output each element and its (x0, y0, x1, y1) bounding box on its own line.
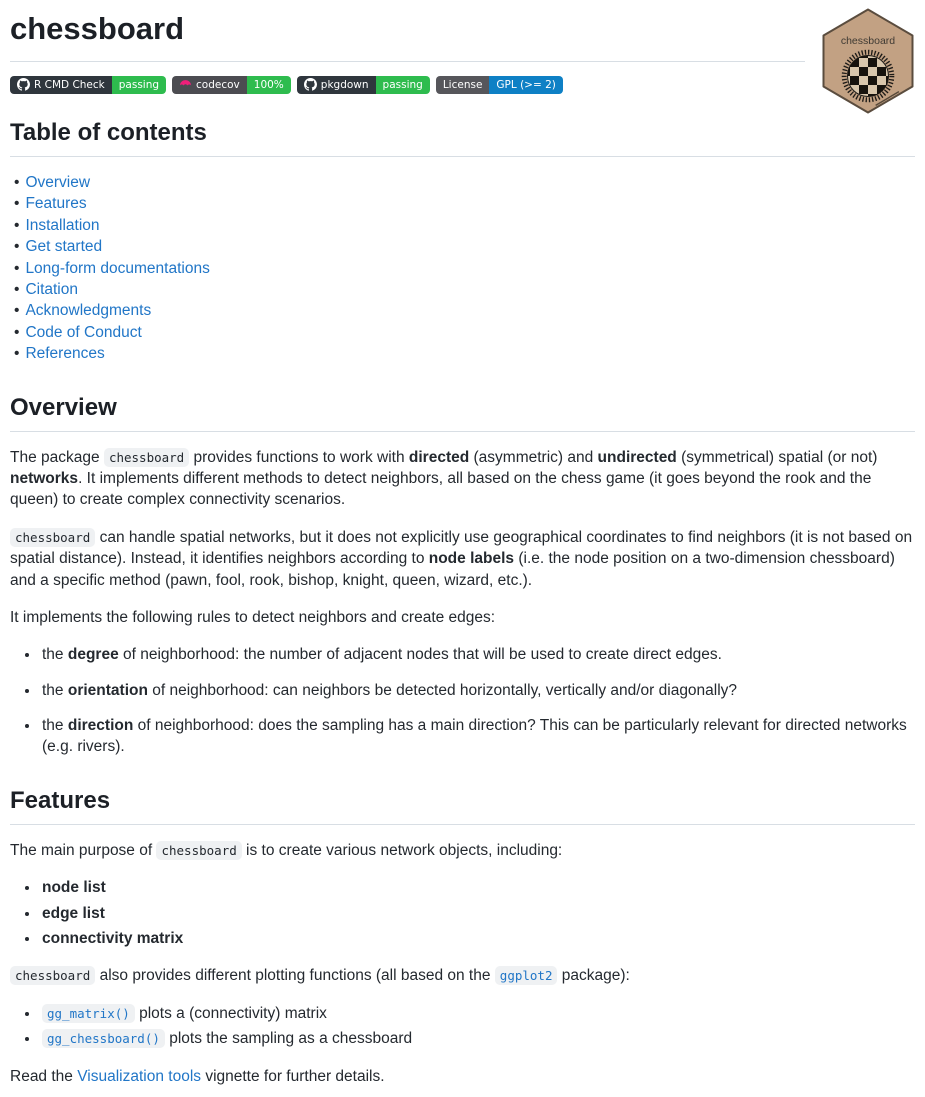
toc-item-citation (10, 279, 915, 300)
toc-link-get-started[interactable]: Get started (25, 238, 103, 256)
text: plots the sampling as a chessboard (164, 1030, 413, 1048)
github-icon (304, 78, 317, 91)
bullet-glyph: • (14, 216, 20, 234)
text: of neighborhood: the number of adjacent nodes that will be used to create direct edges. (118, 646, 722, 664)
text: (symmetrical) spatial (or not) (676, 448, 878, 466)
bullet-glyph: • (14, 173, 20, 191)
badge-value: passing (112, 76, 166, 94)
inline-code-chessboard: chessboard (10, 966, 95, 985)
list-item-gg-matrix (40, 1003, 915, 1024)
badges-row (10, 76, 805, 94)
text: (asymmetric) and (469, 448, 598, 466)
toc-link-long-form-documentations[interactable]: Long-form documentations (25, 259, 210, 277)
list-item-gg-chessboard (40, 1028, 915, 1049)
bold-term: edge list (42, 904, 105, 922)
bold-term: node list (42, 879, 106, 897)
bullet-glyph: • (14, 195, 20, 213)
list-item-node-list (40, 877, 915, 898)
badge-label-text: R CMD Check (34, 78, 105, 91)
list-item-orientation (40, 680, 915, 701)
badge-label (297, 76, 376, 94)
text: also provides different plotting functions (all based on the (95, 967, 495, 985)
toc-item-long-form-documentations (10, 258, 915, 279)
toc-link-code-of-conduct[interactable]: Code of Conduct (25, 323, 142, 341)
text: of neighborhood: does the sampling has a main direction? This can be particularly relevant for directed networks (e.g. rivers). (42, 717, 907, 756)
toc-link-references[interactable]: References (25, 345, 105, 363)
overview-paragraph-1 (10, 447, 915, 511)
badge-value: GPL (>= 2) (489, 76, 562, 94)
features-functions-list (10, 1003, 915, 1050)
text: . It implements different methods to detect neighbors, all based on the chess game (it goes beyond the rook and the queen) to create complex connectivity scenarios. (10, 470, 872, 509)
hex-sticker-icon (821, 8, 915, 114)
badge-label (172, 76, 247, 94)
overview-paragraph-2 (10, 527, 915, 591)
bold-term: degree (67, 646, 119, 664)
bold-term: node labels (428, 550, 515, 568)
bullet-glyph: • (14, 323, 20, 341)
overview-rules-list (10, 644, 915, 758)
toc-link-features[interactable]: Features (25, 195, 87, 213)
toc-item-references (10, 343, 915, 364)
github-icon (17, 78, 30, 91)
text: the (42, 681, 68, 699)
toc-link-overview[interactable]: Overview (25, 173, 91, 191)
overview-heading: Overview (10, 391, 915, 432)
text: can handle spatial networks, but it does not explicitly use geographical coordinates to find neighbors (it is not based on spatial distance). Instead, it identifies neighbors according to (10, 528, 913, 568)
page-title: chessboard (10, 8, 805, 62)
badge-codecov[interactable] (172, 76, 291, 94)
badge-label (436, 76, 490, 94)
bold-term: connectivity matrix (42, 930, 184, 947)
toc-link-citation[interactable]: Citation (25, 280, 78, 298)
toc-item-code-of-conduct (10, 322, 915, 343)
list-item-direction (40, 715, 915, 758)
bold-term: direction (67, 717, 134, 735)
badge-value: passing (376, 76, 430, 94)
codecov-icon (179, 78, 192, 91)
toc-link-installation[interactable]: Installation (25, 216, 100, 234)
features-heading: Features (10, 784, 915, 825)
bullet-glyph: • (14, 280, 20, 298)
visualization-tools-link[interactable]: Visualization tools (77, 1067, 202, 1085)
bullet-glyph: • (14, 259, 20, 277)
text: is to create various network objects, including: (241, 841, 563, 859)
overview-paragraph-3: It implements the following rules to detect neighbors and create edges: (10, 608, 496, 626)
badge-label-text: License (442, 78, 483, 91)
text: the (42, 646, 68, 664)
package-hex-logo (821, 8, 915, 114)
toc-link-acknowledgments[interactable]: Acknowledgments (25, 302, 152, 320)
bullet-glyph: • (14, 302, 20, 320)
text: plots a (connectivity) matrix (134, 1004, 327, 1022)
text: The main purpose of (10, 841, 157, 859)
bold-term: directed (408, 448, 470, 466)
text: package): (557, 967, 630, 985)
toc-item-acknowledgments (10, 300, 915, 321)
bold-term: undirected (597, 448, 677, 466)
badge-license[interactable] (436, 76, 563, 94)
features-paragraph-3 (10, 1066, 915, 1087)
toc-heading: Table of contents (10, 116, 915, 157)
table-of-contents (10, 172, 915, 365)
inline-code-chessboard: chessboard (10, 528, 95, 547)
badge-label (10, 76, 112, 94)
text: provides functions to work with (189, 448, 409, 466)
badge-pkgdown[interactable] (297, 76, 430, 94)
text: Read the (10, 1067, 78, 1085)
bold-term: orientation (67, 681, 148, 699)
hex-logo-label: chessboard (840, 35, 896, 47)
code-link-ggplot2[interactable]: ggplot2 (495, 966, 558, 985)
list-item-edge-list (40, 903, 915, 924)
list-item-degree (40, 644, 915, 665)
text: vignette for further details. (201, 1067, 385, 1085)
toc-item-overview (10, 172, 915, 193)
features-paragraph-2 (10, 965, 915, 986)
features-objects-list (10, 877, 915, 949)
bullet-glyph: • (14, 238, 20, 256)
badge-label-text: codecov (196, 78, 240, 91)
list-item-connectivity-matrix (40, 928, 915, 949)
badge-value: 100% (247, 76, 291, 94)
text: (i.e. the node position on a two-dimension chessboard) and a specific method (pawn, fool, rook, bishop, knight, queen, wizard, etc.). (10, 550, 895, 589)
toc-item-features (10, 193, 915, 214)
bold-term: networks (10, 470, 79, 488)
inline-code-chessboard: chessboard (156, 841, 241, 860)
toc-item-get-started (10, 236, 915, 257)
badge-r-cmd-check[interactable] (10, 76, 166, 94)
inline-code-chessboard: chessboard (104, 448, 189, 467)
bullet-glyph: • (14, 345, 20, 363)
badge-label-text: pkgdown (320, 78, 369, 91)
features-paragraph-1 (10, 840, 915, 861)
text: the (42, 717, 68, 735)
text: of neighborhood: can neighbors be detected horizontally, vertically and/or diagonally? (147, 681, 738, 699)
text: The package (10, 448, 104, 466)
code-link-gg-matrix[interactable]: gg_matrix() (42, 1004, 135, 1023)
toc-item-installation (10, 215, 915, 236)
code-link-gg-chessboard[interactable]: gg_chessboard() (42, 1029, 165, 1048)
